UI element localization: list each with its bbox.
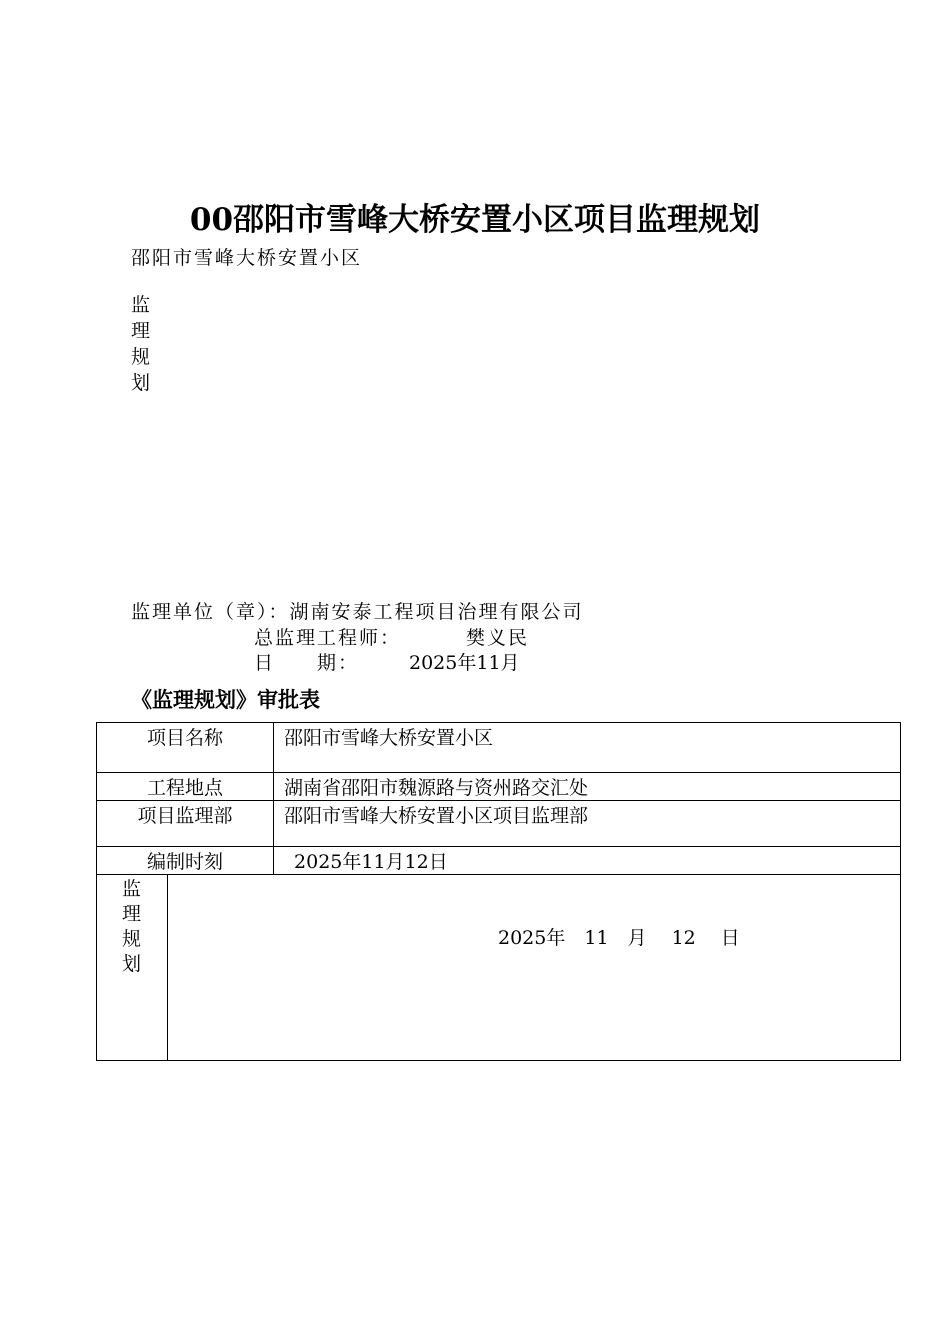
approval-sign-date: 2025年 11 月 12 日 — [498, 927, 740, 949]
vertical-title-char: 规 — [131, 346, 151, 368]
approval-table-title: 《监理规划》审批表 — [131, 687, 320, 712]
row-label: 项目监理部 — [97, 801, 274, 847]
vertical-label-char: 理 — [122, 903, 142, 925]
date-label: 日 期： — [254, 652, 360, 674]
document-title: 00邵阳市雪峰大桥安置小区项目监理规划 — [189, 202, 761, 238]
vertical-label-char: 划 — [122, 953, 142, 975]
row-label: 工程地点 — [97, 773, 274, 801]
chief-engineer-value: 樊义民 — [466, 627, 530, 649]
vertical-title-char: 监 — [131, 294, 151, 316]
vertical-title — [131, 292, 155, 396]
vertical-label-char: 规 — [122, 928, 142, 950]
chief-engineer-label: 总监理工程师： — [254, 627, 402, 649]
table-row — [97, 773, 901, 801]
table-row — [97, 801, 901, 847]
vertical-label-char: 监 — [122, 878, 142, 900]
row-label: 编制时刻 — [97, 847, 274, 875]
row-value: 邵阳市雪峰大桥安置小区 — [274, 723, 901, 773]
table-row — [97, 847, 901, 875]
approval-table — [96, 722, 901, 1061]
vertical-label-cell — [97, 875, 168, 1061]
supervision-unit-value: 湖南安泰工程项目治理有限公司 — [289, 601, 584, 623]
document-subtitle: 邵阳市雪峰大桥安置小区 — [131, 247, 363, 269]
approval-content-cell — [168, 875, 901, 1061]
row-label: 项目名称 — [97, 723, 274, 773]
date-value: 2025年11月 — [409, 652, 520, 674]
vertical-title-char: 划 — [131, 372, 151, 394]
table-row — [97, 875, 901, 1061]
row-value: 湖南省邵阳市魏源路与资州路交汇处 — [274, 773, 901, 801]
table-row — [97, 723, 901, 773]
vertical-title-char: 理 — [131, 320, 151, 342]
supervision-unit-line — [131, 597, 584, 624]
supervision-unit-label: 监理单位（章）： — [131, 601, 290, 623]
row-value: 邵阳市雪峰大桥安置小区项目监理部 — [274, 801, 901, 847]
row-value: 2025年11月12日 — [274, 847, 901, 875]
